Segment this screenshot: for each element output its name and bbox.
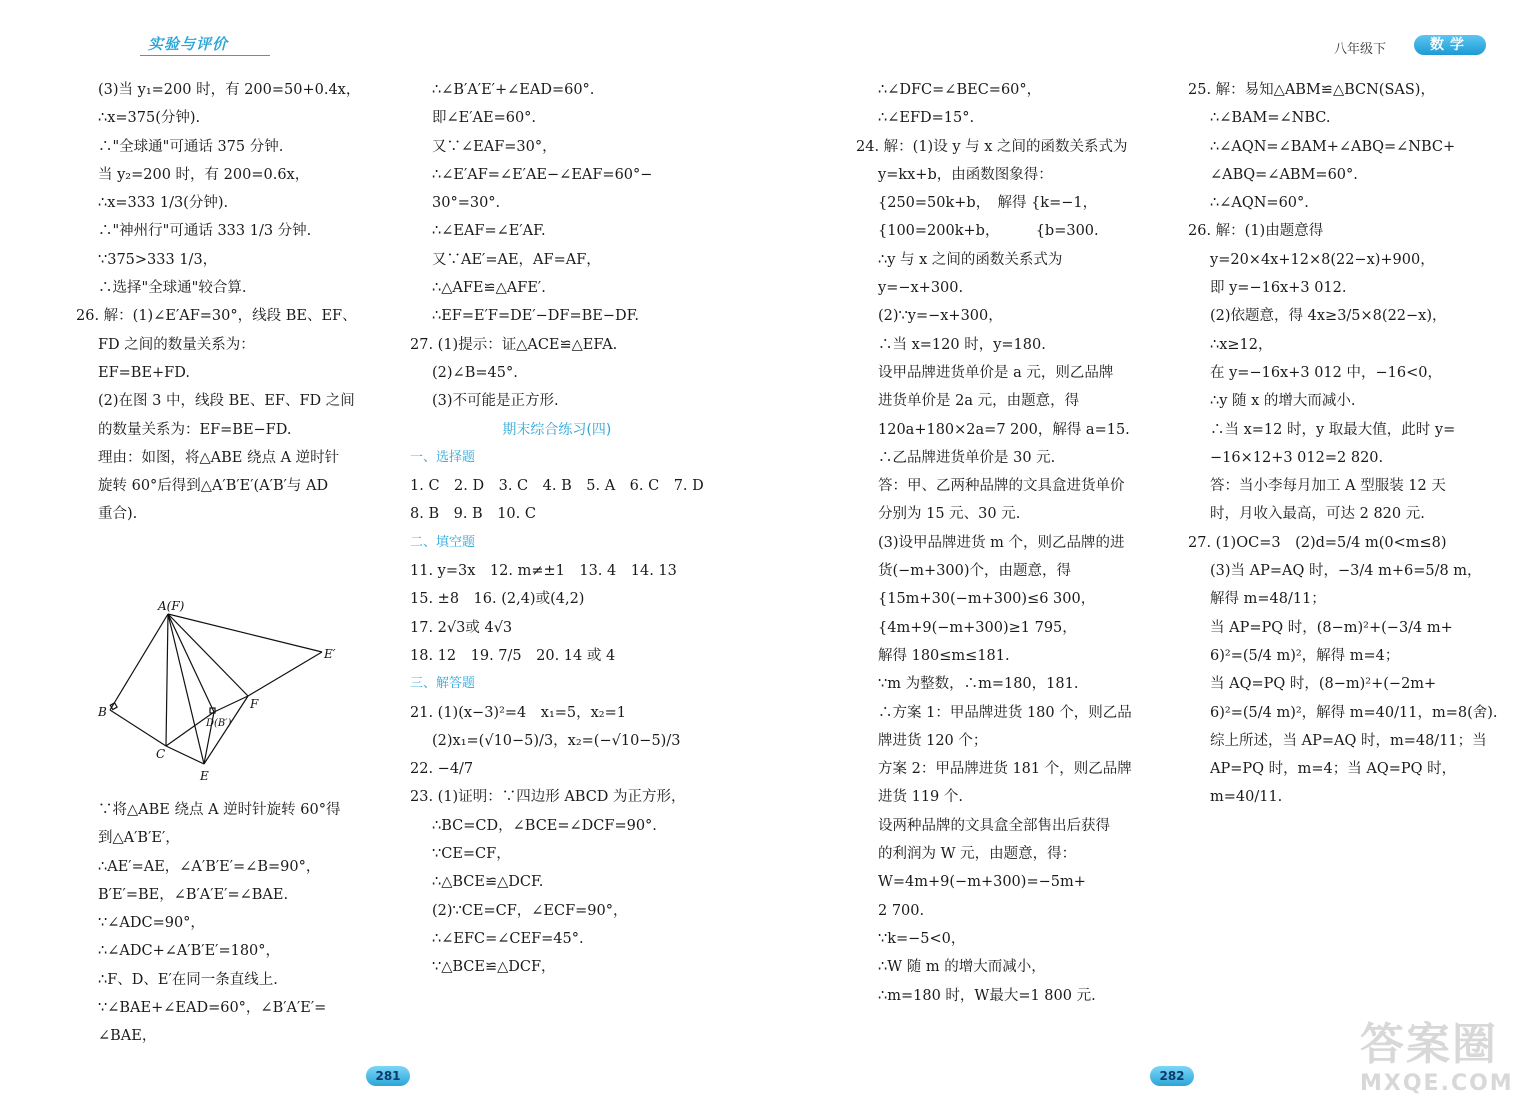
segment-af bbox=[168, 614, 248, 696]
text-line: {100=200k+b， {b=300. bbox=[878, 223, 1099, 240]
text-line: 进货 119 个. bbox=[878, 789, 964, 806]
segment-bc bbox=[110, 710, 166, 746]
text-line: m=40/11. bbox=[1210, 789, 1283, 806]
segment-ac bbox=[166, 614, 168, 746]
text-line: 1. C 2. D 3. C 4. B 5. A 6. C 7. D bbox=[410, 478, 704, 495]
watermark-small: MXQE.COM bbox=[1360, 1071, 1514, 1096]
text-line: ∴m=180 时，W最大=1 800 元. bbox=[878, 987, 1096, 1004]
text-line: (2)∠B=45°. bbox=[432, 364, 518, 381]
text-line: (2)∵y=−x+300， bbox=[878, 308, 1003, 325]
text-line: 21. (1)(x−3)²=4 x₁=5，x₂=1 bbox=[410, 704, 626, 721]
text-line: ∴W 随 m 的增大而减小， bbox=[878, 959, 1046, 976]
text-line: 17. 2√3或 4√3 bbox=[410, 619, 513, 636]
label-e: E bbox=[200, 769, 209, 783]
text-line: 时，月收入最高，可达 2 820 元. bbox=[1210, 506, 1425, 523]
text-line: 理由：如图，将△ABE 绕点 A 逆时针 bbox=[98, 449, 340, 466]
text-line: ∴"全球通"可通话 375 分钟. bbox=[98, 138, 284, 155]
text-line: ∴"神州行"可通话 333 1/3 分钟. bbox=[98, 223, 312, 240]
text-line: 18. 12 19. 7/5 20. 14 或 4 bbox=[410, 647, 616, 664]
text-line: y=−x+300. bbox=[878, 280, 964, 297]
section-title: 期末综合练习(四) bbox=[502, 421, 612, 438]
text-line: 牌进货 120 个； bbox=[878, 732, 988, 749]
segment-ab bbox=[110, 614, 168, 710]
text-line: ∴∠ADC+∠A′B′E′=180°， bbox=[98, 943, 281, 960]
text-line: (2)依题意，得 4x≥3/5×8(22−x)， bbox=[1210, 308, 1447, 325]
column-3 bbox=[856, 76, 1132, 1010]
text-line: 答：甲、乙两种品牌的文具盒进货单价 bbox=[878, 478, 1125, 495]
text-line: ∴∠AQN=60°. bbox=[1210, 195, 1309, 212]
text-line: {15m+30(−m+300)≤6 300， bbox=[878, 591, 1096, 608]
text-line: y=kx+b，由函数图象得： bbox=[878, 166, 1053, 183]
text-line: ∴△BCE≌△DCF. bbox=[432, 874, 544, 891]
segment-fe-prime bbox=[248, 652, 322, 696]
text-line: ∴∠DFC=∠BEC=60°， bbox=[878, 82, 1042, 98]
text-line: y=20×4x+12×8(22−x)+900， bbox=[1210, 251, 1435, 268]
text-line: ∵k=−5<0， bbox=[878, 930, 966, 947]
text-line: 到△A′B′E′， bbox=[98, 830, 180, 847]
text-line: 27. (1)OC=3 (2)d=5/4 m(0<m≤8) bbox=[1188, 534, 1447, 551]
text-line: (3)设甲品牌进货 m 个，则乙品牌的进 bbox=[878, 534, 1125, 551]
text-line: 当 AP=PQ 时，(8−m)²+(−3/4 m+ bbox=[1210, 619, 1453, 636]
section-heading: 二、填空题 bbox=[410, 534, 476, 550]
label-a: A(F) bbox=[158, 599, 185, 613]
header-underline bbox=[140, 55, 270, 56]
text-line: 23. (1)证明：∵四边形 ABCD 为正方形， bbox=[410, 789, 686, 806]
text-line: ∴y 随 x 的增大而减小. bbox=[1210, 393, 1356, 410]
segment-ae bbox=[168, 614, 204, 764]
text-line: ∵CE=CF， bbox=[432, 846, 511, 863]
label-c: C bbox=[156, 747, 166, 761]
text-line: ∴∠B′A′E′+∠EAD=60°. bbox=[432, 82, 595, 98]
column-1-bottom bbox=[98, 796, 340, 1051]
header-logo: 实验与评价 bbox=[148, 35, 229, 53]
text-line: 设甲品牌进货单价是 a 元，则乙品牌 bbox=[878, 364, 1114, 381]
segment-ce bbox=[166, 746, 204, 764]
text-line: ∵将△ABE 绕点 A 逆时针旋转 60°得 bbox=[98, 802, 341, 818]
text-line: ∴x=375(分钟). bbox=[98, 110, 201, 127]
text-line: ∴△AFE≌△AFE′. bbox=[432, 280, 546, 297]
text-line: 即∠E′AE=60°. bbox=[432, 110, 537, 127]
text-line: 解得 180≤m≤181. bbox=[878, 647, 1010, 664]
text-line: 重合). bbox=[98, 506, 138, 523]
label-e-prime: E′ bbox=[324, 647, 336, 661]
text-line: AP=PQ 时，m=4；当 AQ=PQ 时， bbox=[1210, 761, 1457, 778]
text-line: (3)当 y₁=200 时，有 200=50+0.4x， bbox=[98, 82, 361, 98]
text-line: (2)∵CE=CF，∠ECF=90°， bbox=[432, 902, 628, 919]
text-line: 综上所述，当 AP=AQ 时，m=48/11；当 bbox=[1210, 732, 1487, 749]
text-line: B′E′=BE，∠B′A′E′=∠BAE. bbox=[98, 886, 289, 903]
text-line: ∴x=333 1/3(分钟). bbox=[98, 195, 229, 212]
text-line: ∴当 x=12 时，y 取最大值，此时 y= bbox=[1210, 421, 1456, 438]
text-line: ∠BAE， bbox=[98, 1028, 157, 1045]
text-line: 11. y=3x 12. m≠±1 13. 4 14. 13 bbox=[410, 563, 677, 580]
text-line: 25. 解：易知△ABM≌△BCN(SAS)， bbox=[1188, 82, 1435, 98]
column-2 bbox=[410, 76, 704, 982]
text-line: ∴方案 1：甲品牌进货 180 个，则乙品 bbox=[878, 704, 1132, 721]
text-line: 6)²=(5/4 m)²，解得 m=4； bbox=[1210, 647, 1400, 664]
text-line: 即 y=−16x+3 012. bbox=[1210, 280, 1347, 297]
text-line: ∴∠EFC=∠CEF=45°. bbox=[432, 930, 584, 947]
text-line: ∵△BCE≌△DCF， bbox=[432, 959, 556, 976]
label-f: F bbox=[250, 697, 259, 711]
text-line: ∴x≥12， bbox=[1210, 336, 1273, 353]
text-line: (3)不可能是正方形. bbox=[432, 393, 559, 410]
column-1-top bbox=[76, 76, 360, 529]
watermark-big: 答案圈 bbox=[1360, 1019, 1498, 1070]
page-number-left: 281 bbox=[366, 1066, 410, 1086]
header-grade: 八年级下 bbox=[1334, 42, 1387, 57]
text-line: ∠ABQ=∠ABM=60°. bbox=[1210, 166, 1358, 183]
text-line: ∴∠BAM=∠NBC. bbox=[1210, 110, 1331, 127]
text-line: ∴∠EAF=∠E′AF. bbox=[432, 223, 546, 240]
column-4 bbox=[1188, 76, 1498, 812]
text-line: 22. −4/7 bbox=[410, 761, 474, 778]
header-subject-badge: 数学 bbox=[1414, 35, 1486, 55]
text-line: ∵∠ADC=90°， bbox=[98, 915, 205, 932]
text-line: −16×12+3 012=2 820. bbox=[1210, 449, 1384, 466]
text-line: ∴∠AQN=∠BAM+∠ABQ=∠NBC+ bbox=[1210, 138, 1456, 155]
text-line: FD 之间的数量关系为： bbox=[98, 336, 255, 353]
text-line: ∴AE′=AE，∠A′B′E′=∠B=90°， bbox=[98, 858, 321, 875]
text-line: (2)x₁=(√10−5)/3，x₂=(−√10−5)/3 bbox=[432, 732, 681, 749]
text-line: 的数量关系为：EF=BE−FD. bbox=[98, 421, 292, 438]
section-heading: 三、解答题 bbox=[410, 676, 476, 692]
text-line: ∴BC=CD，∠BCE=∠DCF=90°. bbox=[432, 817, 657, 834]
text-line: 2 700. bbox=[878, 902, 925, 919]
segment-ad bbox=[168, 614, 214, 712]
geometry-figure bbox=[96, 596, 356, 786]
text-line: 进货单价是 2a 元，由题意，得 bbox=[878, 393, 1080, 410]
text-line: 的利润为 W 元，由题意，得： bbox=[878, 846, 1077, 863]
text-line: 解得 m=48/11； bbox=[1210, 591, 1326, 608]
text-line: ∴y 与 x 之间的函数关系式为 bbox=[878, 251, 1063, 268]
text-line: 15. ±8 16. (2,4)或(4,2) bbox=[410, 591, 585, 608]
section-heading: 一、选择题 bbox=[410, 449, 476, 465]
text-line: 分别为 15 元、30 元. bbox=[878, 506, 1021, 523]
text-line: 旋转 60°后得到△A′B′E′(A′B′与 AD bbox=[98, 478, 329, 495]
text-line: ∴乙品牌进货单价是 30 元. bbox=[878, 449, 1056, 466]
text-line: ∵m 为整数，∴m=180，181. bbox=[878, 676, 1079, 693]
text-line: EF=BE+FD. bbox=[98, 364, 190, 381]
text-line: 27. (1)提示：证△ACE≌△EFA. bbox=[410, 336, 618, 353]
text-line: 答：当小李每月加工 A 型服装 12 天 bbox=[1210, 478, 1446, 495]
text-line: 24. 解：(1)设 y 与 x 之间的函数关系式为 bbox=[856, 138, 1128, 155]
text-line: 120a+180×2a=7 200，解得 a=15. bbox=[878, 421, 1130, 438]
text-line: 在 y=−16x+3 012 中，−16<0， bbox=[1210, 364, 1442, 381]
text-line: ∴∠E′AF=∠E′AE−∠EAF=60°− bbox=[432, 166, 653, 183]
text-line: ∴当 x=120 时，y=180. bbox=[878, 336, 1046, 353]
label-d: D(B′) bbox=[206, 718, 232, 729]
text-line: ∴EF=E′F=DE′−DF=BE−DF. bbox=[432, 308, 640, 325]
text-line: ∵∠BAE+∠EAD=60°，∠B′A′E′= bbox=[98, 1000, 327, 1017]
text-line: (2)在图 3 中，线段 BE、EF、FD 之间 bbox=[98, 393, 355, 410]
text-line: 又∵AE′=AE，AF=AF， bbox=[432, 251, 601, 268]
text-line: {4m+9(−m+300)≥1 795， bbox=[878, 619, 1077, 636]
text-line: 方案 2：甲品牌进货 181 个，则乙品牌 bbox=[878, 761, 1132, 778]
text-line: 又∵∠EAF=30°， bbox=[432, 138, 557, 155]
text-line: 26. 解：(1)∠E′AF=30°，线段 BE、EF、 bbox=[76, 308, 357, 325]
text-line: 6)²=(5/4 m)²，解得 m=40/11，m=8(舍). bbox=[1210, 704, 1498, 721]
segment-ae-prime bbox=[168, 614, 322, 652]
text-line: 设两种品牌的文具盒全部售出后获得 bbox=[878, 817, 1110, 834]
text-line: 30°=30°. bbox=[432, 195, 501, 212]
text-line: ∴∠EFD=15°. bbox=[878, 110, 975, 127]
text-line: 当 AQ=PQ 时，(8−m)²+(−2m+ bbox=[1210, 676, 1437, 693]
page-number-right: 282 bbox=[1150, 1066, 1194, 1086]
label-b: B bbox=[98, 705, 107, 719]
text-line: (3)当 AP=AQ 时，−3/4 m+6=5/8 m， bbox=[1210, 563, 1482, 580]
watermark bbox=[1360, 1020, 1530, 1108]
text-line: ∵375>333 1/3， bbox=[98, 251, 218, 268]
text-line: ∴选择"全球通"较合算. bbox=[98, 280, 247, 297]
text-line: 货(−m+300)个，由题意，得 bbox=[878, 563, 1072, 580]
text-line: {250=50k+b， 解得 {k=−1， bbox=[878, 195, 1098, 212]
text-line: 8. B 9. B 10. C bbox=[410, 506, 536, 523]
text-line: 当 y₂=200 时，有 200=0.6x， bbox=[98, 166, 310, 183]
text-line: W=4m+9(−m+300)=−5m+ bbox=[878, 874, 1086, 891]
text-line: ∴F、D、E′在同一条直线上. bbox=[98, 971, 278, 988]
text-line: 26. 解：(1)由题意得 bbox=[1188, 223, 1324, 240]
